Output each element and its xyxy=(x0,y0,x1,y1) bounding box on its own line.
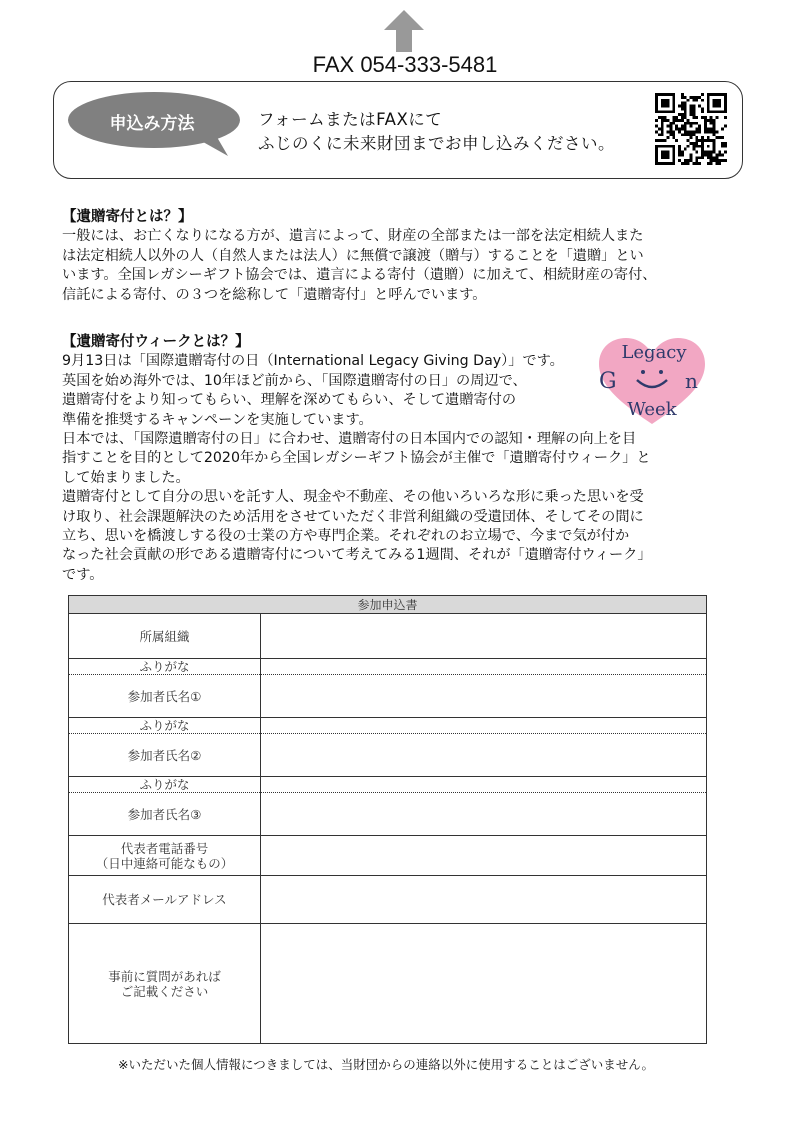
paragraph-line: 信託による寄付、の３つを総称して「遺贈寄付」と呼んでいます。 xyxy=(62,286,487,303)
paragraph-line: 英国を始め海外では、10年ほど前から、「国際遺贈寄付の日」の周辺で、 xyxy=(62,372,527,389)
question-label-line-2: ご記載ください xyxy=(120,983,209,999)
furigana-label: ふりがな xyxy=(69,718,261,734)
furigana-label: ふりがな xyxy=(69,659,261,675)
participant-3-label: 参加者氏名③ xyxy=(69,793,261,836)
qr-code[interactable] xyxy=(655,93,727,165)
paragraph-line: 遺贈寄付をより知ってもらい、理解を深めてもらい、そして遺贈寄付の xyxy=(62,392,517,409)
participant-2-label: 参加者氏名② xyxy=(69,734,261,777)
participant-1-field[interactable] xyxy=(261,675,707,718)
legacy-giving-week-logo xyxy=(597,336,707,426)
paragraph-line: 日本では、「国際遺贈寄付の日」に合わせ、遺贈寄付の日本国内での認知・理解の向上を目 xyxy=(62,431,637,448)
privacy-note: ※いただいた個人情報につきましては、当財団からの連絡以外に使用することはございません。 xyxy=(118,1057,654,1072)
paragraph-line: け取り、社会課題解決のため活用をさせていただく非営利組織の受遺団体、そしてその間に xyxy=(62,508,644,525)
application-method-label: 申込み方法 xyxy=(109,114,195,134)
paragraph-line: 一般には、お亡くなりになる方が、遺言によって、財産の全部または一部を法定相続人また xyxy=(62,228,644,245)
question-label-line-1: 事前に質問があれば xyxy=(108,968,221,984)
paragraph-line: 指すことを目的として2020年から全国レガシーギフト協会が主催で「遺贈寄付ウィーク」と xyxy=(62,450,651,467)
furigana-field-2[interactable] xyxy=(261,718,707,734)
furigana-field-3[interactable] xyxy=(261,777,707,793)
phone-label xyxy=(69,836,261,876)
section-what-is-legacy-giving xyxy=(62,208,732,305)
furigana-field-1[interactable] xyxy=(261,659,707,675)
phone-label-line-1: 代表者電話番号 xyxy=(120,840,209,856)
participant-3-field[interactable] xyxy=(261,793,707,836)
application-instructions xyxy=(258,108,615,156)
section-heading: 【遺贈寄付とは？】 xyxy=(62,209,193,225)
question-label xyxy=(69,924,261,1044)
email-field[interactable] xyxy=(261,876,707,924)
up-arrow-icon xyxy=(384,10,424,52)
logo-text-legacy: Legacy xyxy=(621,342,687,363)
email-label: 代表者メールアドレス xyxy=(69,876,261,924)
question-field[interactable] xyxy=(261,924,707,1044)
organization-label: 所属組織 xyxy=(69,614,261,659)
logo-text-g: G xyxy=(599,369,617,394)
application-line-1: フォームまたはFAXにて xyxy=(258,110,443,129)
paragraph-line: います。全国レガシーギフト協会では、遺言による寄付（遺贈）に加えて、相続財産の寄付、 xyxy=(62,267,657,284)
paragraph-line: 準備を推奨するキャンペーンを実施しています。 xyxy=(62,411,373,428)
paragraph-line: は法定相続人以外の人（自然人または法人）に無償で譲渡（贈与）することを「遺贈」とい xyxy=(62,247,644,264)
furigana-label: ふりがな xyxy=(69,777,261,793)
paragraph-line: 9月13日は「国際遺贈寄付の日（International Legacy Giving Day）」です。 xyxy=(62,353,564,370)
logo-eye-left xyxy=(641,370,645,374)
organization-field[interactable] xyxy=(261,614,707,659)
paragraph-line: 立ち、思いを橋渡しする役の士業の方や専門企業。それぞれのお立場で、今まで気が付か xyxy=(62,528,630,545)
participant-1-label: 参加者氏名① xyxy=(69,675,261,718)
logo-eye-right xyxy=(659,370,663,374)
paragraph-line: なった社会貢献の形である遺贈寄付について考えてみる1週間、それが「遺贈寄付ウィーク」 xyxy=(62,547,652,564)
form-title: 参加申込書 xyxy=(69,596,707,614)
section-heading: 【遺贈寄付ウィークとは？】 xyxy=(62,334,250,350)
phone-field[interactable] xyxy=(261,836,707,876)
registration-form xyxy=(68,595,707,1044)
paragraph-line: です。 xyxy=(62,566,104,583)
paragraph-line: 遺贈寄付として自分の思いを託す人、現金や不動産、その他いろいろな形に乗った思いを受 xyxy=(62,489,644,506)
phone-label-line-2: （日中連絡可能なもの） xyxy=(95,855,234,871)
participant-2-field[interactable] xyxy=(261,734,707,777)
paragraph-line: して始まりました。 xyxy=(62,469,190,486)
fax-number-title: FAX 054-333-5481 xyxy=(312,52,498,77)
application-line-2: ふじのくに未来財団までお申し込みください。 xyxy=(258,134,615,153)
logo-text-week: Week xyxy=(627,399,677,420)
logo-text-n: n xyxy=(685,369,698,393)
